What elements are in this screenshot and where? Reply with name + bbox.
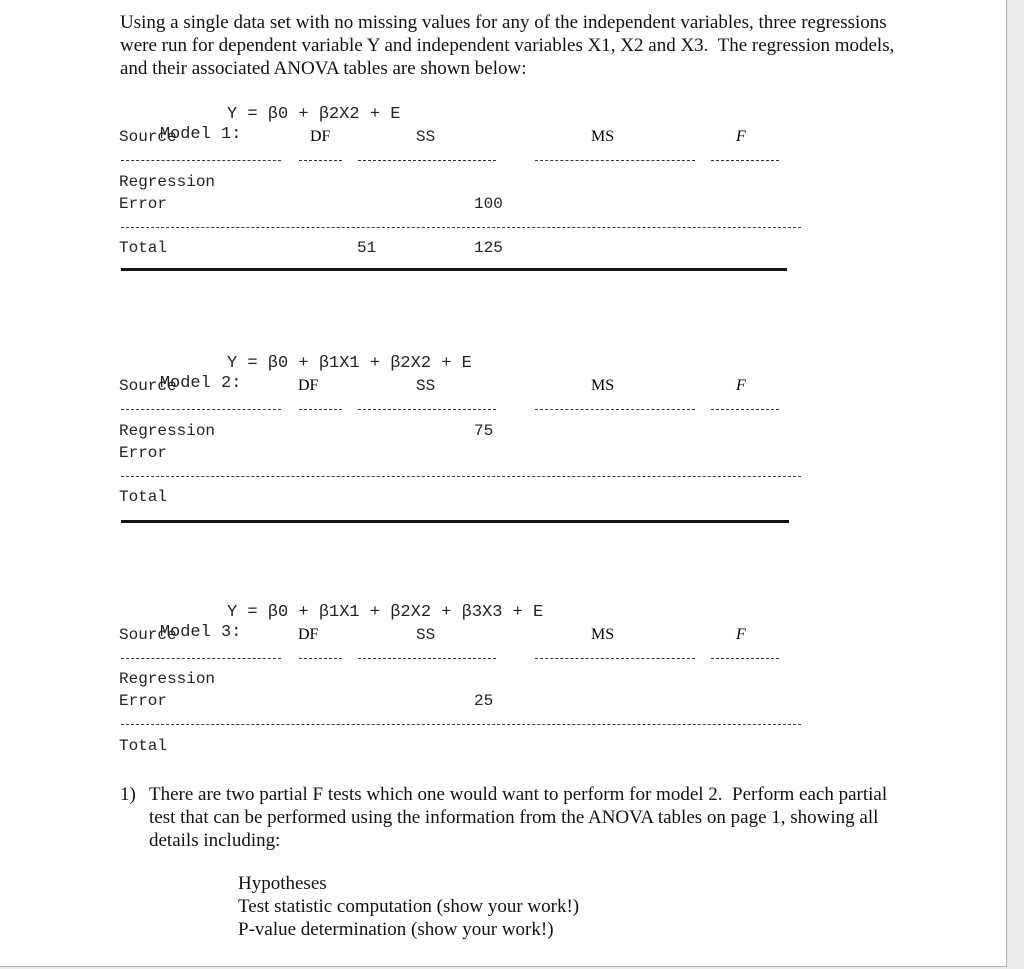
model-1-bottom-rule [121,268,787,271]
model-2-f-header: F [736,377,746,394]
model-1-header-rule-ms [535,160,695,161]
model-1-total-label: Total [119,239,168,257]
model-3-total-label: Total [119,737,168,755]
model-1-header-rule-ss [358,160,496,161]
model-1-df-header: DF [310,128,331,145]
model-1-header-rule-source [121,160,281,161]
detail-hypotheses: Hypotheses [238,873,327,894]
model-2-header-rule-source [121,409,281,410]
model-3-regression-label: Regression [119,670,216,688]
model-1-source-header: Source [119,128,177,146]
model-3-header-rule-source [121,658,281,659]
detail-p-value: P-value determination (show your work!) [238,919,554,940]
model-3-header-rule-df [299,658,342,659]
model-2-ms-header: MS [591,377,615,394]
model-3-f-header: F [736,626,746,643]
model-3-header-rule-ms [535,658,695,659]
model-1-regression-label: Regression [119,173,216,191]
model-2-header-rule-ms [535,409,695,410]
question-line-2: test that can be performed using the information from the ANOVA tables on page 1, showing all [149,807,879,828]
model-1-error-label: Error [119,195,168,213]
model-2-header-rule-f [711,409,779,410]
model-1-label: Model 1: [159,125,242,144]
model-3-source-header: Source [119,626,177,644]
model-1-ms-header: MS [591,128,615,145]
model-2-total-label: Total [119,488,168,506]
model-3-ms-header: MS [591,626,615,643]
model-2-header-rule-df [299,409,342,410]
model-2-equation: Y = β0 + β1X1 + β2X2 + E [227,354,472,373]
model-1-ss-header: SS [416,128,436,146]
detail-test-statistic: Test statistic computation (show your work!) [238,896,580,917]
question-number: 1) [120,784,136,805]
model-1-header-rule-f [711,160,779,161]
model-3-equation: Y = β0 + β1X1 + β2X2 + β3X3 + E [227,603,544,622]
model-1-total-ss: 125 [474,239,503,257]
model-1-total-rule [121,227,801,228]
model-2-bottom-rule [121,520,789,523]
question-text [149,783,939,852]
model-3-header-rule-ss [358,658,496,659]
model-3-ss-header: SS [416,626,436,644]
model-1-total-df: 51 [357,239,377,257]
question-line-1: There are two partial F tests which one would want to perform for model 2. Perform each partial [149,784,888,805]
model-3-error-ss: 25 [474,692,494,710]
model-2-source-header: Source [119,377,177,395]
model-2-ss-header: SS [416,377,436,395]
intro-line-1: Using a single data set with no missing values for any of the independent variables, three regressions [120,12,887,33]
model-3-label: Model 3: [159,623,242,642]
model-1-f-header: F [736,128,746,145]
model-3-error-label: Error [119,692,168,710]
intro-line-3: and their associated ANOVA tables are shown below: [120,58,527,79]
model-2-df-header: DF [298,377,319,394]
model-2-total-rule [121,476,801,477]
model-2-header-rule-ss [358,409,496,410]
intro-line-2: were run for dependent variable Y and independent variables X1, X2 and X3. The regression models, [120,35,895,56]
model-1-error-ss: 100 [474,195,503,213]
model-2-error-label: Error [119,444,168,462]
question-details-list [238,872,579,941]
model-2-label: Model 2: [159,374,242,393]
intro-paragraph [120,11,920,80]
model-2-regression-ss: 75 [474,422,494,440]
model-1-header-rule-df [299,160,342,161]
model-3-total-rule [121,724,801,725]
model-1-equation: Y = β0 + β2X2 + E [227,105,401,124]
question-line-3: details including: [149,830,281,851]
model-3-header-rule-f [711,658,779,659]
model-2-regression-label: Regression [119,422,216,440]
model-3-df-header: DF [298,626,319,643]
